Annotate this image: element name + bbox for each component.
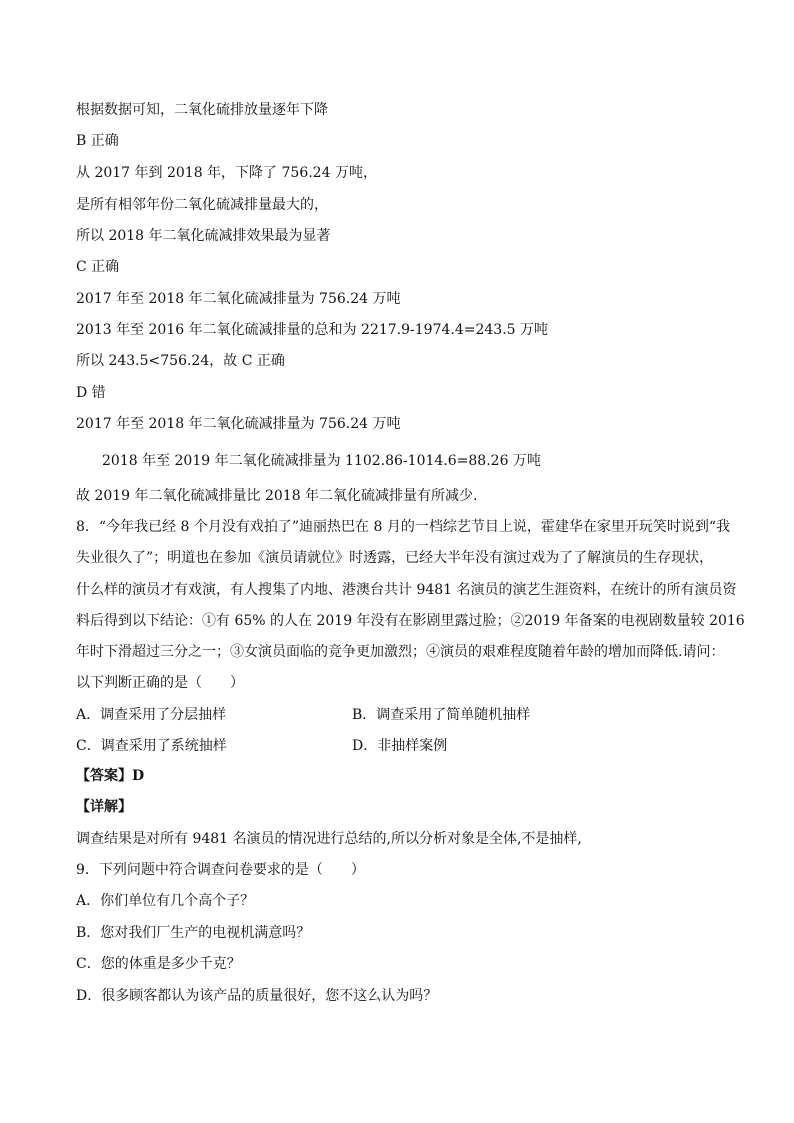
question-8-stem-line: 以下判断正确的是（ ） (76, 675, 244, 691)
text-line: 2013 年至 2016 年二氧化硫减排量的总和为 2217.9-1974.4=243.5 万吨 (76, 322, 549, 338)
question-8-stem-line: 料后得到以下结论：①有 65% 的人在 2019 年没有在影剧里露过脸；②2019 年备案的电视剧数量较 2016 (76, 613, 745, 629)
question-9-stem: 9．下列问题中符合调查问卷要求的是（ ） (76, 862, 365, 878)
question-9-option-c: C．您的体重是多少千克？ (76, 956, 241, 972)
text-line: 2017 年至 2018 年二氧化硫减排量为 756.24 万吨 (76, 416, 401, 432)
text-line: 2018 年至 2019 年二氧化硫减排量为 1102.86-1014.6=88.26 万吨 (102, 453, 541, 469)
question-8-option-a: A．调查采用了分层抽样 (76, 707, 227, 723)
question-8-option-c: C．调查采用了系统抽样 (76, 738, 227, 754)
text-line: 所以 2018 年二氧化硫减排效果最为显著 (76, 228, 331, 244)
question-8-stem-line: 8．“今年我已经 8 个月没有戏拍了”迪丽热巴在 8 月的一档综艺节目上说，霍建华在家里开玩笑时说到“我 (76, 519, 730, 535)
question-8-detail-label: 【详解】 (76, 799, 132, 815)
option-c-judgement: C 正确 (76, 259, 120, 275)
text-line: 从 2017 年到 2018 年，下降了 756.24 万吨， (76, 165, 377, 181)
question-8-stem-line: 年时下滑超过三分之一；③女演员面临的竞争更加激烈；④演员的艰难程度随着年龄的增加而降低.请问： (76, 644, 725, 660)
text-line: 2017 年至 2018 年二氧化硫减排量为 756.24 万吨 (76, 291, 401, 307)
question-8-option-d: D．非抽样案例 (352, 738, 448, 754)
question-9-option-d: D．很多顾客都认为该产品的质量很好，您不这么认为吗？ (76, 988, 438, 1004)
text-line: 所以 243.5<756.24，故 C 正确 (76, 353, 285, 369)
question-8-stem-line: 失业很久了”；明道也在参加《演员请就位》时透露，已经大半年没有演过戏为了了解演员的生存现状， (76, 550, 714, 566)
option-b-judgement: B 正确 (76, 133, 119, 149)
question-8-detail: 调查结果是对所有 9481 名演员的情况进行总结的,所以分析对象是全体,不是抽样, (76, 831, 582, 847)
question-8-stem-line: 什么样的演员才有戏演，有人搜集了内地、港澳台共计 9481 名演员的演艺生涯资料，在统计的所有演员资 (76, 582, 737, 598)
question-8-option-b: B．调查采用了简单随机抽样 (352, 707, 531, 723)
question-8-answer: 【答案】D (76, 768, 145, 784)
question-9-option-b: B．您对我们厂生产的电视机满意吗？ (76, 925, 311, 941)
question-9-option-a: A．你们单位有几个高个子？ (76, 893, 255, 909)
text-line: 是所有相邻年份二氧化硫减排量最大的， (76, 197, 328, 213)
option-d-judgement: D 错 (76, 385, 106, 401)
text-line: 根据数据可知，二氧化硫排放量逐年下降 (76, 102, 328, 118)
text-line: 故 2019 年二氧化硫减排量比 2018 年二氧化硫减排量有所减少. (76, 488, 478, 504)
